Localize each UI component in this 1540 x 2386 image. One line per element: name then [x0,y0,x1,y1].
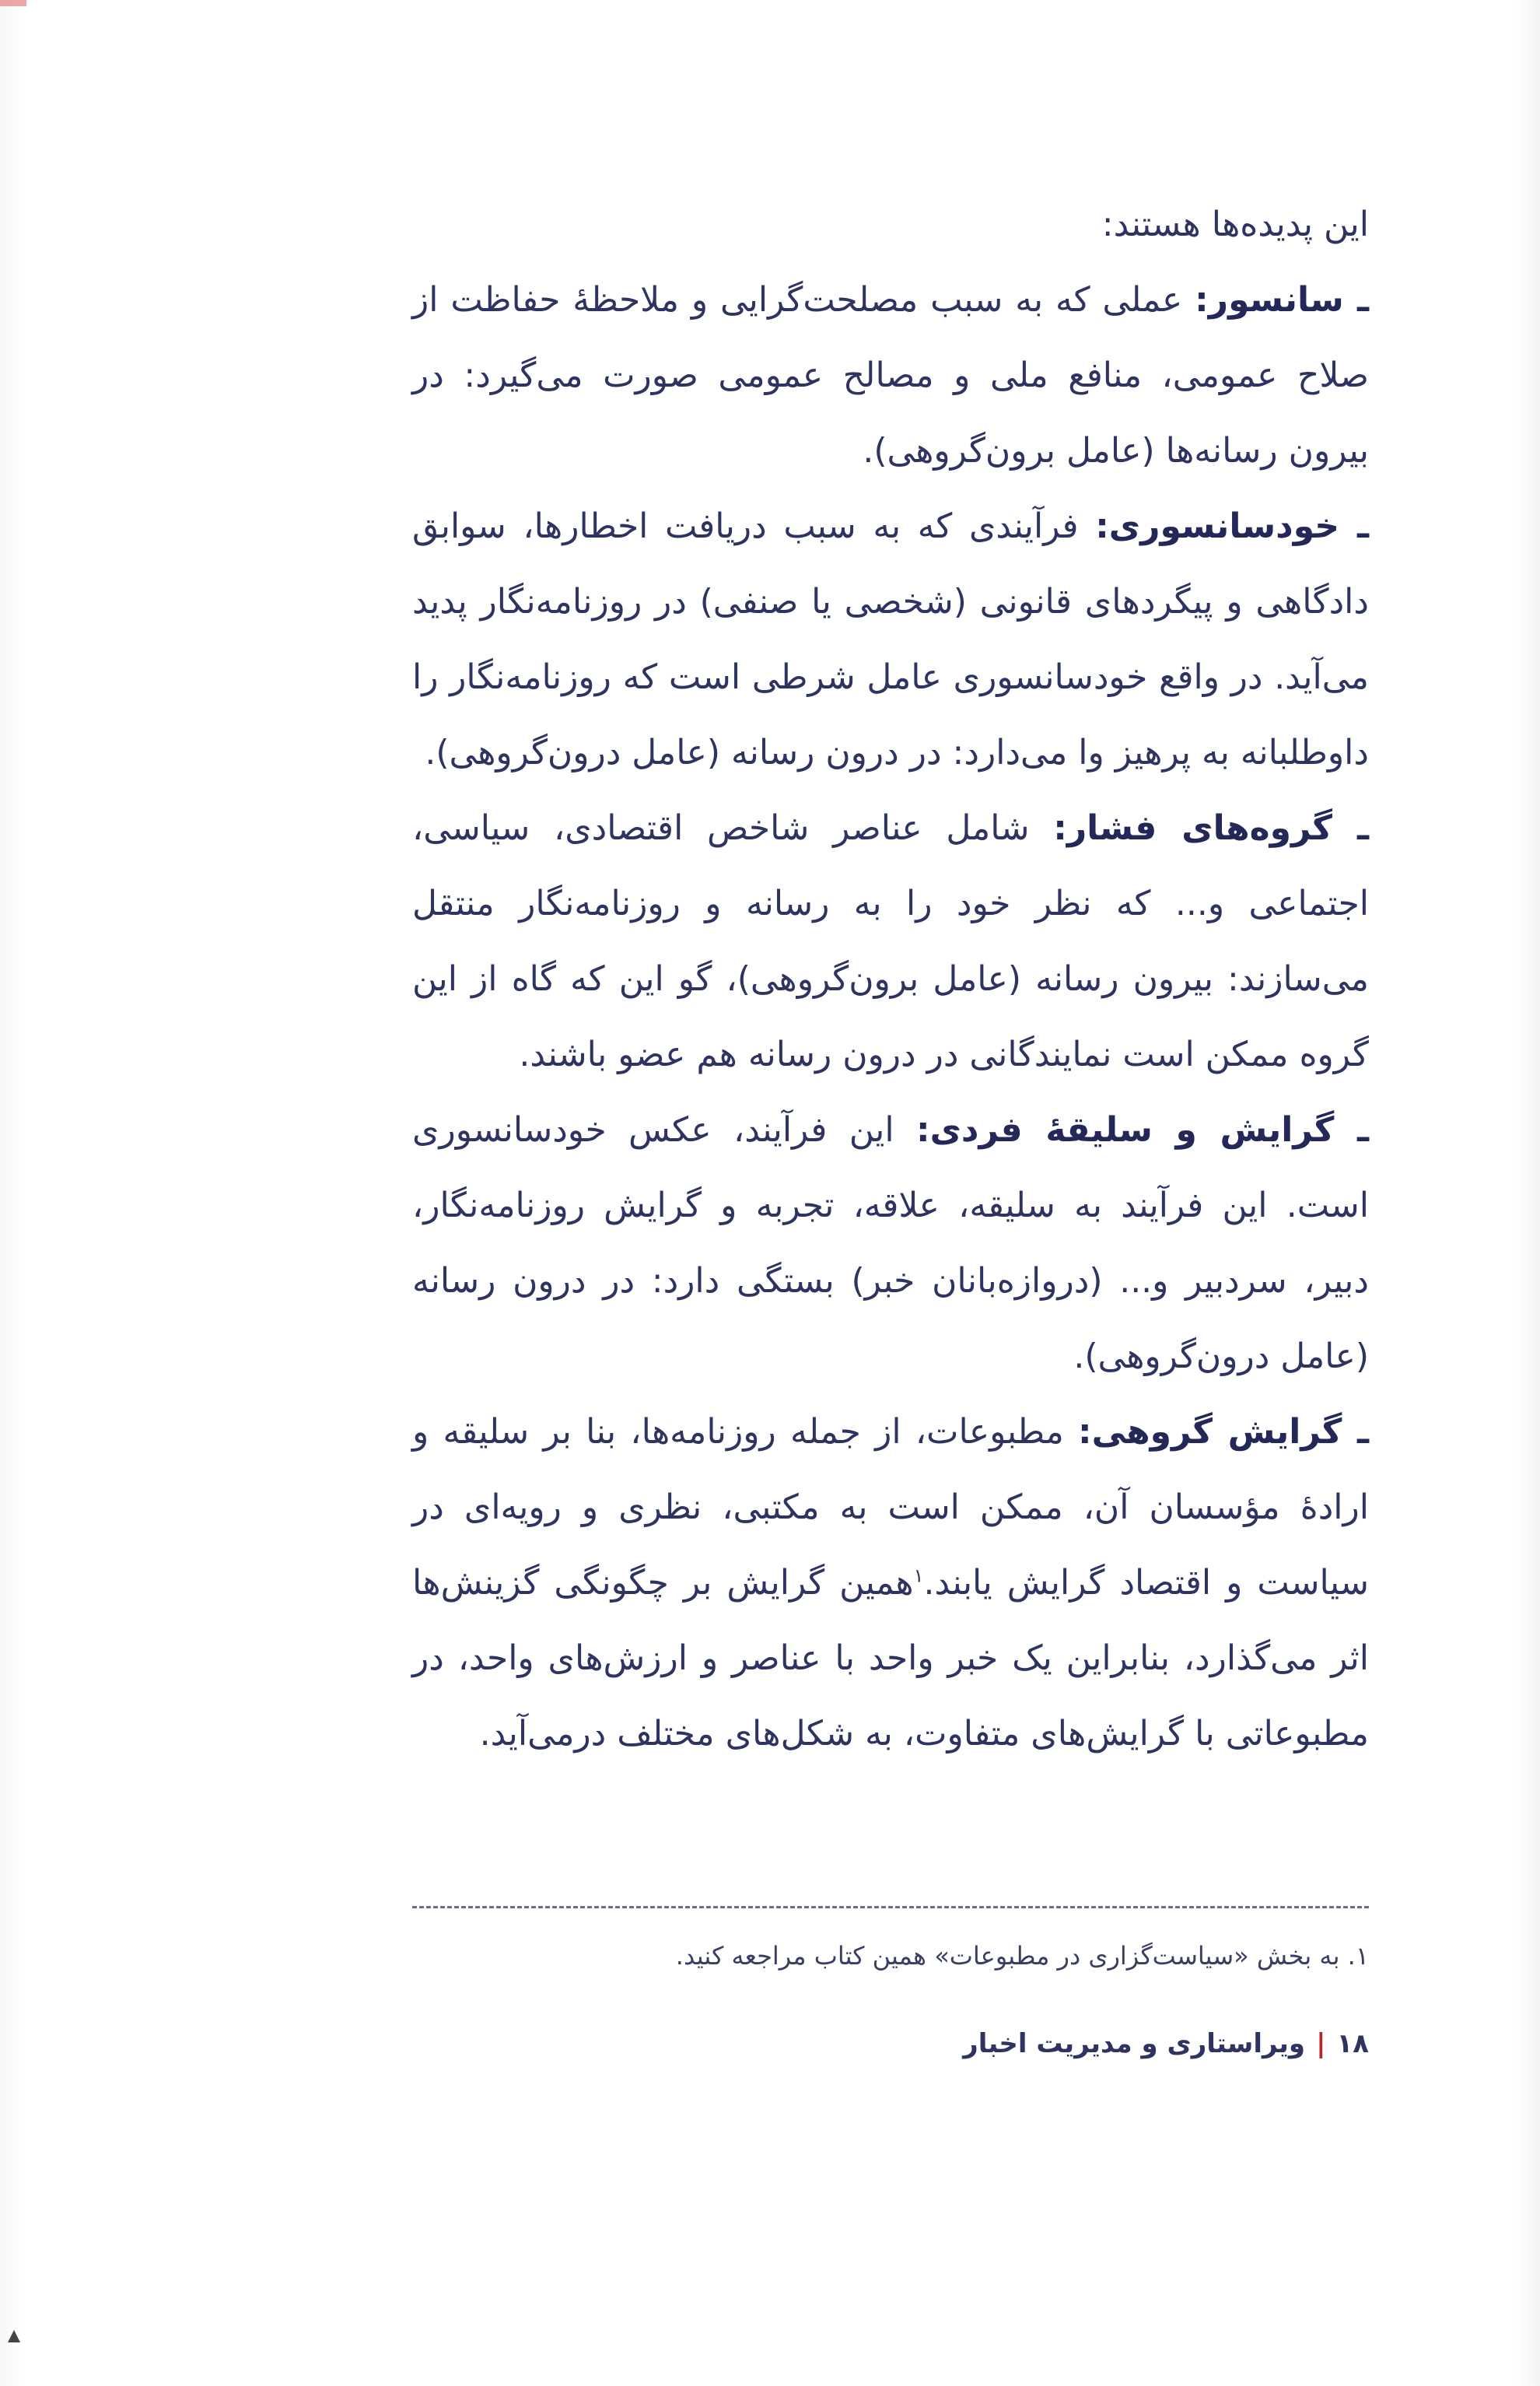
text-group-tendency-cont: همین گرایش بر چگونگی گزینش‌ها اثر می‌گذارد، بنابراین یک خبر واحد با عناصر و ارزش‌های واحد، در مطبوعاتی با گرایش‌های متفاوت، به شکل‌های مختلف درمی‌آید. [412,1563,1369,1754]
text-pressure-groups: شامل عناصر شاخص اقتصادی، سیاسی، اجتماعی و... که نظر خود را به رسانه و روزنامه‌نگار منتقل می‌سازند: بیرون رسانه (عامل برون‌گروهی)، گو این که گاه از این گروه ممکن است نمایندگانی در درون رسانه هم عضو باشند. [412,808,1369,1074]
text-group-tendency: مطبوعات، از جمله روزنامه‌ها، بنا بر سلیقه و ارادهٔ مؤسسان آن، ممکن است به مکتبی، نظری و رویه‌ای در سیاست و اقتصاد گرایش یابند. [412,1412,1369,1603]
term-censorship: ـ سانسور: [1195,280,1369,320]
footnote-ref[interactable]: ۱ [913,1564,924,1587]
footnote-divider [412,1906,1369,1908]
page-edge-mark [8,2330,20,2342]
main-text [412,187,1369,1771]
page-number: ۱۸ [1336,2028,1369,2059]
text-personal-taste: این فرآیند، عکس خودسانسوری است. این فرآیند به سلیقه، علاقه، تجربه و گرایش روزنامه‌نگار، دبیر، سردبیر و... (دروازه‌بانان خبر) بستگی دارد: در درون رسانه (عامل درون‌گروهی). [412,1110,1369,1376]
term-group-tendency: ـ گرایش گروهی: [1078,1412,1369,1452]
intro-line: این پدیده‌ها هستند: [1101,205,1369,244]
footnote-text: به بخش «سیاست‌گزاری در مطبوعات» همین کتاب مراجعه کنید. [675,1941,1340,1971]
paragraph-group-tendency [412,1394,1369,1771]
paragraph-personal-taste [412,1092,1369,1394]
paragraph-censorship [412,262,1369,489]
footnote-number: ۱. [1347,1941,1369,1971]
book-title: ویراستاری و مدیریت اخبار [963,2028,1306,2059]
text-censorship: عملی که به سبب مصلحت‌گرایی و ملاحظهٔ حفاظت از صلاح عمومی، منافع ملی و مصالح عمومی صورت می‌گیرد: در بیرون رسانه‌ها (عامل برون‌گروهی). [412,280,1369,471]
page-footer [412,2027,1369,2061]
text-self-censorship: فرآیندی که به سبب دریافت اخطارها، سوابق دادگاهی و پیگردهای قانونی (شخصی یا صنفی) در روزنامه‌نگار پدید می‌آید. در واقع خودسانسوری عامل شرطی است که روزنامه‌نگار را داوطلبانه به پرهیز وا می‌دارد: در درون رسانه (عامل درون‌گروهی). [412,506,1369,773]
page-corner-mark [0,0,26,6]
term-self-censorship: ـ خودسانسوری: [1095,506,1369,546]
term-pressure-groups: ـ گروه‌های فشار: [1053,808,1369,848]
footnote [412,1939,1369,1973]
paragraph-pressure-groups [412,790,1369,1092]
footer-separator: | [1316,2028,1326,2059]
paragraph-self-censorship [412,489,1369,790]
term-personal-taste: ـ گرایش و سلیقهٔ فردی: [915,1110,1369,1150]
